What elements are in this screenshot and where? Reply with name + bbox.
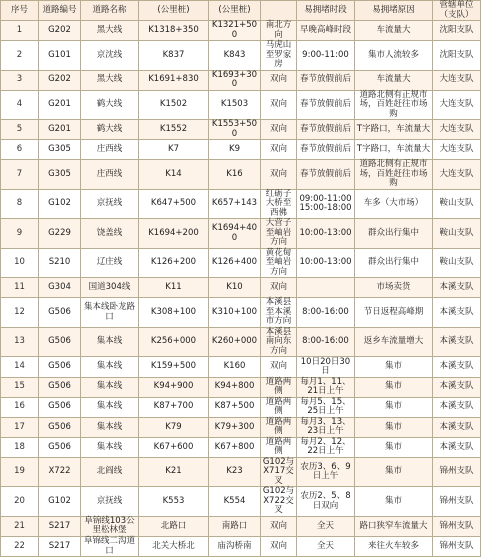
cell-start-km: K94+900	[139, 377, 209, 397]
cell-index: 17	[1, 417, 39, 437]
cell-reason: 车流量大	[355, 21, 433, 41]
header-end-km: (公里桩)	[209, 1, 261, 21]
cell-unit: 本溪支队	[433, 417, 481, 437]
table-row	[1, 298, 481, 328]
table-row	[1, 327, 481, 357]
cell-reason: 来往火车较多	[355, 537, 433, 557]
table-row	[1, 120, 481, 140]
cell-direction: 双向	[261, 516, 297, 536]
cell-road-name: 集本线卧龙路口	[81, 298, 139, 328]
cell-unit: 本溪支队	[433, 437, 481, 457]
cell-road-name: 饶盖线	[81, 219, 139, 249]
cell-unit: 沈阳支队	[433, 21, 481, 41]
cell-unit: 大连支队	[433, 140, 481, 160]
cell-reason: T字路口，车流量大	[355, 120, 433, 140]
cell-road-code: G506	[39, 298, 81, 328]
cell-unit: 大连支队	[433, 120, 481, 140]
cell-direction: 本溪县至本溪市方向	[261, 298, 297, 328]
cell-end-km: K1694+400	[209, 219, 261, 249]
header-time: 易拥堵时段	[297, 1, 355, 21]
cell-reason: 车流量大	[355, 70, 433, 90]
cell-road-name: 国道304线	[81, 278, 139, 298]
cell-reason: 群众出行集中	[355, 219, 433, 249]
cell-reason: 返乡车流量增大	[355, 327, 433, 357]
cell-reason: 集市人流较多	[355, 41, 433, 71]
cell-end-km: K260+000	[209, 327, 261, 357]
cell-end-km: K10	[209, 278, 261, 298]
cell-start-km: K79	[139, 417, 209, 437]
table-row	[1, 516, 481, 536]
cell-direction: 双向	[261, 90, 297, 120]
cell-road-code: G202	[39, 21, 81, 41]
cell-reason: 路口狭窄车流量大	[355, 516, 433, 536]
cell-unit: 鞍山支队	[433, 219, 481, 249]
table-row	[1, 21, 481, 41]
cell-time: 每月5、15、25日上午	[297, 397, 355, 417]
cell-direction: 本溪县南向东方向	[261, 327, 297, 357]
cell-road-code: G506	[39, 327, 81, 357]
cell-unit: 大连支队	[433, 90, 481, 120]
cell-index: 19	[1, 457, 39, 487]
cell-time: 9:00-11:00	[297, 41, 355, 71]
cell-start-km: K553	[139, 487, 209, 517]
cell-index: 8	[1, 189, 39, 219]
cell-unit: 大连支队	[433, 160, 481, 190]
cell-road-code: G506	[39, 357, 81, 377]
cell-road-code: G305	[39, 140, 81, 160]
cell-start-km: 北关大桥北	[139, 537, 209, 557]
cell-end-km: K126+400	[209, 248, 261, 278]
cell-time	[297, 278, 355, 298]
cell-road-name: 集本线	[81, 327, 139, 357]
cell-reason: 市场卖货	[355, 278, 433, 298]
cell-end-km: 庙沟桥南	[209, 537, 261, 557]
table-row	[1, 417, 481, 437]
cell-road-code: G102	[39, 487, 81, 517]
cell-direction: G102与X722交叉	[261, 487, 297, 517]
cell-time: 10:00-13:00	[297, 248, 355, 278]
cell-road-name: 黑大线	[81, 21, 139, 41]
cell-road-name: 庄西线	[81, 160, 139, 190]
cell-road-name: 北阎线	[81, 457, 139, 487]
cell-end-km: K16	[209, 160, 261, 190]
table-body	[1, 21, 481, 557]
cell-index: 4	[1, 90, 39, 120]
cell-unit: 本溪支队	[433, 298, 481, 328]
cell-road-name: 庄西线	[81, 140, 139, 160]
cell-road-code: G201	[39, 120, 81, 140]
cell-direction: 双向	[261, 120, 297, 140]
cell-end-km: 南路口	[209, 516, 261, 536]
cell-road-code: S210	[39, 248, 81, 278]
cell-unit: 锦州支队	[433, 537, 481, 557]
table-row	[1, 41, 481, 71]
cell-road-code: G506	[39, 437, 81, 457]
cell-start-km: K7	[139, 140, 209, 160]
cell-reason: 集市	[355, 397, 433, 417]
cell-time: 早晚高峰时段	[297, 21, 355, 41]
cell-index: 18	[1, 437, 39, 457]
cell-start-km: K1552	[139, 120, 209, 140]
cell-road-code: G506	[39, 377, 81, 397]
cell-end-km: K23	[209, 457, 261, 487]
cell-road-name: 阜锦线103公里松林堡	[81, 516, 139, 536]
table-row	[1, 90, 481, 120]
cell-index: 11	[1, 278, 39, 298]
cell-index: 21	[1, 516, 39, 536]
cell-end-km: K554	[209, 487, 261, 517]
cell-end-km: K94+800	[209, 377, 261, 397]
cell-start-km: K1691+830	[139, 70, 209, 90]
cell-start-km: K837	[139, 41, 209, 71]
cell-time: 春节放假前后	[297, 160, 355, 190]
cell-road-code: G102	[39, 189, 81, 219]
cell-end-km: K310+100	[209, 298, 261, 328]
cell-direction: 双向	[261, 70, 297, 90]
cell-unit: 锦州支队	[433, 457, 481, 487]
cell-end-km: K1321+500	[209, 21, 261, 41]
cell-road-name: 集本线	[81, 397, 139, 417]
cell-start-km: K1502	[139, 90, 209, 120]
table-row	[1, 457, 481, 487]
cell-direction: 双向	[261, 357, 297, 377]
cell-road-code: G506	[39, 417, 81, 437]
cell-road-code: S217	[39, 516, 81, 536]
cell-end-km: K79+300	[209, 417, 261, 437]
cell-direction: 南北方向	[261, 21, 297, 41]
table-row	[1, 487, 481, 517]
cell-end-km: K1693+300	[209, 70, 261, 90]
cell-time: 春节放假前后	[297, 70, 355, 90]
cell-road-code: S217	[39, 537, 81, 557]
cell-road-code: G305	[39, 160, 81, 190]
cell-time: 全天	[297, 537, 355, 557]
cell-index: 14	[1, 357, 39, 377]
cell-time: 09:00-11:00 15:00-18:00	[297, 189, 355, 219]
cell-start-km: K87+700	[139, 397, 209, 417]
cell-direction: 道路两侧	[261, 417, 297, 437]
cell-time: 每月3、13、23日上午	[297, 417, 355, 437]
cell-unit: 鞍山支队	[433, 189, 481, 219]
table-row	[1, 357, 481, 377]
cell-reason: 群众出行集中	[355, 248, 433, 278]
cell-reason: 集市	[355, 377, 433, 397]
cell-index: 22	[1, 537, 39, 557]
cell-start-km: K1694+200	[139, 219, 209, 249]
cell-unit: 本溪支队	[433, 327, 481, 357]
cell-start-km: K159+500	[139, 357, 209, 377]
table-row	[1, 160, 481, 190]
cell-unit: 本溪支队	[433, 377, 481, 397]
header-start-km: (公里桩)	[139, 1, 209, 21]
table-row	[1, 248, 481, 278]
cell-reason: 道路北侧有正规市场，百姓赶往市场购	[355, 90, 433, 120]
cell-direction: 道路两侧	[261, 437, 297, 457]
cell-reason: 节日返程高峰期	[355, 298, 433, 328]
cell-road-name: 鹤大线	[81, 120, 139, 140]
header-road-code: 道路编号	[39, 1, 81, 21]
cell-road-code: G304	[39, 278, 81, 298]
cell-direction: G102与X717交叉	[261, 457, 297, 487]
cell-road-name: 京抚线	[81, 487, 139, 517]
cell-index: 15	[1, 377, 39, 397]
header-row	[1, 1, 481, 21]
cell-road-name: 黑大线	[81, 70, 139, 90]
cell-start-km: K256+000	[139, 327, 209, 357]
cell-index: 1	[1, 21, 39, 41]
table-row	[1, 219, 481, 249]
cell-direction: 双向	[261, 160, 297, 190]
table-row	[1, 140, 481, 160]
cell-time: 8:00-16:00	[297, 298, 355, 328]
cell-end-km: K1553+500	[209, 120, 261, 140]
cell-time: 春节放假前后	[297, 90, 355, 120]
cell-reason: 道路北侧有正规市场，百姓赶往市场购	[355, 160, 433, 190]
header-reason: 易拥堵原因	[355, 1, 433, 21]
cell-index: 9	[1, 219, 39, 249]
table-row	[1, 537, 481, 557]
cell-end-km: K160	[209, 357, 261, 377]
cell-time: 春节放假前后	[297, 140, 355, 160]
cell-time: 每月1、11、21日上午	[297, 377, 355, 397]
cell-reason: 集市	[355, 417, 433, 437]
cell-unit: 本溪支队	[433, 397, 481, 417]
cell-direction: 马虎山至罗家房	[261, 41, 297, 71]
cell-road-name: 集本线	[81, 417, 139, 437]
cell-time: 全天	[297, 516, 355, 536]
cell-time: 8:00-16:00	[297, 327, 355, 357]
cell-road-name: 集本线	[81, 437, 139, 457]
cell-reason: 集市	[355, 437, 433, 457]
table-row	[1, 278, 481, 298]
cell-start-km: K308+100	[139, 298, 209, 328]
cell-direction: 黄花甸至岫岩方向	[261, 248, 297, 278]
cell-direction: 双向	[261, 537, 297, 557]
header-direction	[261, 1, 297, 21]
cell-road-code: G202	[39, 70, 81, 90]
cell-end-km: K843	[209, 41, 261, 71]
cell-reason: 集市	[355, 357, 433, 377]
table-row	[1, 437, 481, 457]
table-row	[1, 70, 481, 90]
cell-start-km: K647+500	[139, 189, 209, 219]
cell-start-km: K67+600	[139, 437, 209, 457]
cell-time: 农历2、5、8日双向	[297, 487, 355, 517]
cell-road-name: 辽庄线	[81, 248, 139, 278]
table-row	[1, 377, 481, 397]
cell-start-km: K1318+350	[139, 21, 209, 41]
cell-index: 12	[1, 298, 39, 328]
cell-time: 春节放假前后	[297, 120, 355, 140]
cell-index: 16	[1, 397, 39, 417]
cell-start-km: K14	[139, 160, 209, 190]
cell-start-km: K11	[139, 278, 209, 298]
cell-road-name: 集本线	[81, 377, 139, 397]
cell-end-km: K67+800	[209, 437, 261, 457]
table-header	[1, 1, 481, 21]
cell-reason: 集市	[355, 457, 433, 487]
cell-direction: 双向	[261, 140, 297, 160]
cell-unit: 锦州支队	[433, 487, 481, 517]
cell-end-km: K1503	[209, 90, 261, 120]
header-unit: 管辖单位（支队）	[433, 1, 481, 21]
cell-index: 20	[1, 487, 39, 517]
cell-time: 10日20日30日	[297, 357, 355, 377]
cell-unit: 本溪支队	[433, 278, 481, 298]
cell-unit: 本溪支队	[433, 357, 481, 377]
table-row	[1, 189, 481, 219]
cell-road-name: 京沈线	[81, 41, 139, 71]
cell-index: 10	[1, 248, 39, 278]
cell-index: 5	[1, 120, 39, 140]
header-index: 序号	[1, 1, 39, 21]
cell-road-code: G201	[39, 90, 81, 120]
cell-start-km: K21	[139, 457, 209, 487]
cell-unit: 锦州支队	[433, 516, 481, 536]
cell-index: 2	[1, 41, 39, 71]
cell-reason: 集市	[355, 487, 433, 517]
cell-time: 农历3、6、9日上午	[297, 457, 355, 487]
cell-start-km: K126+200	[139, 248, 209, 278]
cell-index: 3	[1, 70, 39, 90]
cell-road-name: 鹤大线	[81, 90, 139, 120]
cell-direction: 双向	[261, 278, 297, 298]
cell-unit: 鞍山支队	[433, 248, 481, 278]
table-row	[1, 397, 481, 417]
cell-direction: 道路两侧	[261, 397, 297, 417]
cell-road-code: X722	[39, 457, 81, 487]
cell-end-km: K657+143	[209, 189, 261, 219]
cell-end-km: K87+500	[209, 397, 261, 417]
cell-road-code: G101	[39, 41, 81, 71]
cell-road-code: G229	[39, 219, 81, 249]
cell-direction: 大营子至岫岩方向	[261, 219, 297, 249]
cell-direction: 道路两侧	[261, 377, 297, 397]
cell-time: 每月2、12、22日上午	[297, 437, 355, 457]
cell-time: 10:00-13:00	[297, 219, 355, 249]
header-road-name: 道路名称	[81, 1, 139, 21]
cell-road-name: 阜锦线二沟道口	[81, 537, 139, 557]
cell-reason: 车多（大市场）	[355, 189, 433, 219]
cell-road-code: G506	[39, 397, 81, 417]
cell-end-km: K9	[209, 140, 261, 160]
cell-start-km: 北路口	[139, 516, 209, 536]
cell-index: 6	[1, 140, 39, 160]
cell-road-name: 集本线	[81, 357, 139, 377]
cell-unit: 大连支队	[433, 70, 481, 90]
cell-reason: T字路口，车流量大	[355, 140, 433, 160]
cell-index: 13	[1, 327, 39, 357]
cell-unit: 沈阳支队	[433, 41, 481, 71]
cell-index: 7	[1, 160, 39, 190]
cell-road-name: 京抚线	[81, 189, 139, 219]
cell-direction: 红砺子大桥至西佛	[261, 189, 297, 219]
